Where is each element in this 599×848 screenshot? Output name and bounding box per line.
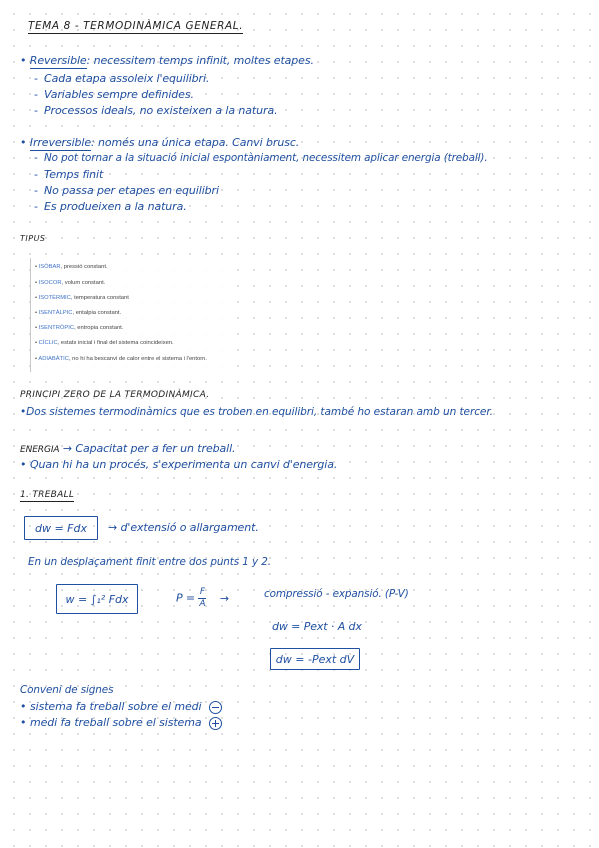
type-item: • CÍCLIC, estats inicial i final del sistema coincideixen. <box>35 340 174 346</box>
treball-line: En un desplaçament finit entre dos punts 1 y 2. <box>28 556 271 568</box>
bullet-dot: • <box>20 54 27 67</box>
bullet-dot: • <box>20 136 27 149</box>
reversible-item: - Processos ideals, no existeixen a la natura. <box>34 104 278 117</box>
reversible-heading: Reversible <box>29 54 87 67</box>
compression-text: compressió - expansió. (P-V) <box>264 588 409 600</box>
arrow-right-icon: → <box>219 591 229 605</box>
type-item: • ISENTÀLPIC, entalpia constant. <box>35 310 122 316</box>
formula-dw-fdx: dw = Fdx <box>24 516 98 540</box>
irreversible-item: - No pot tornar a la situació inicial espontàniament, necessitem aplicar energia (treball). <box>34 152 488 164</box>
reversible-desc: : necessitem temps infinit, moltes etapes. <box>86 54 314 67</box>
formula-dw-pext-adx: dw = Pext · A dx <box>272 620 362 633</box>
formula1-note: d'extensió o allargament. <box>120 521 259 534</box>
energia-def: Capacitat per a fer un treball. <box>75 442 236 455</box>
pressure-definition <box>176 588 229 609</box>
treball-heading: 1. TREBALL <box>20 490 75 500</box>
formula-integral: w = ∫₁² Fdx <box>56 584 138 614</box>
irreversible-item: - Temps finit <box>34 168 104 181</box>
principi-heading: PRINCIPI ZERO DE LA TERMODINÀMICA. <box>20 390 210 400</box>
type-item: • ISOTÈRMIC, temperatura constant <box>35 295 129 301</box>
type-item: • ADIABÀTIC, no hi ha bescanvi de calor entre el sistema i l'entorn. <box>35 356 207 362</box>
conveni-heading: Conveni de signes <box>20 684 114 696</box>
conveni-item: • medi fa treball sobre el sistema <box>20 716 222 730</box>
conveni-item: • sistema fa treball sobre el medi <box>20 700 222 714</box>
tipus-heading: TIPUS <box>20 234 46 243</box>
type-item: • ISÒBAR, pressió constant. <box>35 264 108 270</box>
energia-line <box>20 442 235 455</box>
p-label: P = <box>176 591 196 605</box>
arrow-right-icon: → <box>62 442 72 455</box>
page-title: TEMA 8 - TERMODINÀMICA GENERAL. <box>28 20 244 32</box>
minus-circle-icon <box>209 701 222 714</box>
energia-heading: ENERGIA <box>20 445 60 455</box>
formula1-note-line <box>108 521 259 534</box>
type-item: • ISOCOR, volum constant. <box>35 280 106 286</box>
reversible-item: - Variables sempre definides. <box>34 88 194 101</box>
arrow-right-icon: → <box>108 521 118 534</box>
type-item: • ISENTRÒPIC, entropia constant. <box>35 325 124 331</box>
plus-circle-icon <box>209 717 222 730</box>
reversible-item: - Cada etapa assoleix l'equilibri. <box>34 72 210 85</box>
types-list <box>30 258 231 372</box>
fraction-f-over-a: $\frac{F}{A}$ <box>199 587 206 609</box>
principi-text: •Dos sistemes termodinàmics que es troben en equilibri, també ho estaran amb un tercer. <box>20 406 493 418</box>
irreversible-desc: : només una única etapa. Canvi brusc. <box>91 136 300 149</box>
irreversible-line <box>20 136 299 149</box>
irreversible-heading: Irreversible <box>29 136 92 149</box>
irreversible-item: - Es produeixen a la natura. <box>34 200 187 213</box>
energia-item: • Quan hi ha un procés, s'experimenta un canvi d'energia. <box>20 458 338 471</box>
irreversible-item: - No passa per etapes en equilibri <box>34 184 219 197</box>
reversible-line <box>20 54 314 67</box>
formula-dw-pext-dv: dw = -Pext dV <box>270 648 360 670</box>
